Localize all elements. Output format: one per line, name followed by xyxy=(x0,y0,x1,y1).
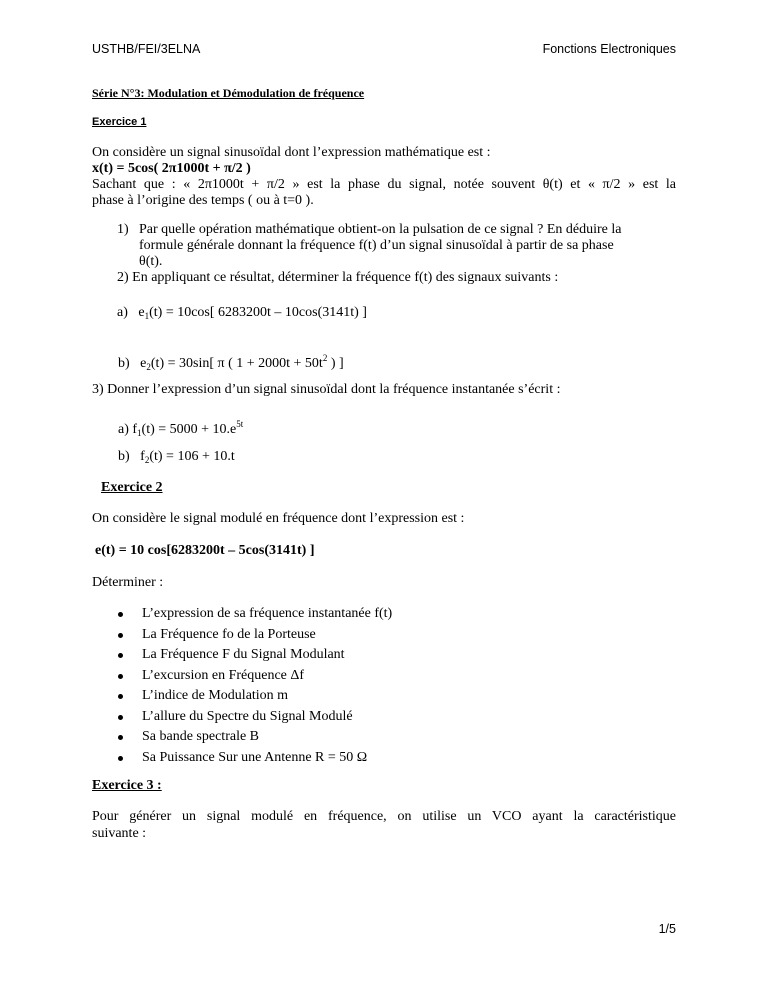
page-number: 1/5 xyxy=(658,922,676,936)
question1-line1: Par quelle opération mathématique obtient-on la pulsation de ce signal ? En déduire la xyxy=(139,222,622,237)
question1-number: 1) xyxy=(117,222,129,237)
bullet-icon xyxy=(118,715,123,720)
exercice3-line2: suivante : xyxy=(92,826,147,841)
bullet-icon xyxy=(118,674,123,679)
bullet-icon xyxy=(118,756,123,761)
exercice3-title: Exercice 3 : xyxy=(92,778,162,793)
exercice2-determiner: Déterminer : xyxy=(92,575,164,590)
frequency-f1: a) $f_1(t) = 5000 + 10.e^{5t}$ xyxy=(118,419,244,438)
signal-e2: b) $e_2(t) = 30\sin$[ π ( $1 + 2000t + 50t^2$ ) ] xyxy=(118,353,344,372)
exercice1-intro: On considère un signal sinusoïdal dont l’expression mathématique est : xyxy=(92,145,491,160)
signal-e1: a) $e_1(t) = 10\cos$[ 6283200t – 10cos(3141t) ] xyxy=(117,305,367,321)
exercice2-title: Exercice 2 xyxy=(101,480,163,495)
header-left: USTHB/FEI/3ELNA xyxy=(92,42,201,56)
exercice1-sachant-line2: phase à l’origine des temps ( ou à t=0 ). xyxy=(92,193,314,208)
signal-e2-label: b) xyxy=(118,356,130,371)
bullet-icon xyxy=(118,612,123,617)
bullet-icon xyxy=(118,694,123,699)
list-item: Sa bande spectrale B xyxy=(118,727,392,748)
exercice3-line1: Pour générer un signal modulé en fréquence, on utilise un VCO ayant la caractéristique xyxy=(92,809,676,824)
exercice2-formula: e(t) = 10 cos[6283200t – 5cos(3141t) ] xyxy=(95,543,315,558)
exercice1-formula: x(t) = 5cos( 2π1000t + π/2 ) xyxy=(92,161,251,176)
exercice1-sachant-line1: Sachant que : « 2π1000t + π/2 » est la phase du signal, notée souvent θ(t) et « π/2 » est la xyxy=(92,177,676,192)
list-item: La Fréquence fo de la Porteuse xyxy=(118,625,392,646)
frequency-f2: b) $f_2(t) = 106 + 10.t$ xyxy=(118,449,235,465)
bullet-icon xyxy=(118,735,123,740)
series-title: Série N°3: Modulation et Démodulation de fréquence xyxy=(92,86,365,100)
question1-line3: θ(t). xyxy=(139,254,163,269)
list-item: L’indice de Modulation m xyxy=(118,686,392,707)
bullet-icon xyxy=(118,653,123,658)
list-item: Sa Puissance Sur une Antenne R = 50 Ω xyxy=(118,748,392,769)
list-item: L’excursion en Fréquence Δf xyxy=(118,666,392,687)
list-item: L’expression de sa fréquence instantanée f(t) xyxy=(118,604,392,625)
question1-line2: formule générale donnant la fréquence f(t) d’un signal sinusoïdal à partir de sa phase xyxy=(139,238,614,253)
question2: 2) En appliquant ce résultat, déterminer la fréquence f(t) des signaux suivants : xyxy=(117,270,559,285)
exercice1-title: Exercice 1 xyxy=(92,116,147,128)
exercice2-intro: On considère le signal modulé en fréquence dont l’expression est : xyxy=(92,511,465,526)
question3: 3) Donner l’expression d’un signal sinusoïdal dont la fréquence instantanée s’écrit : xyxy=(92,382,561,397)
list-item: L’allure du Spectre du Signal Modulé xyxy=(118,707,392,728)
list-item: La Fréquence F du Signal Modulant xyxy=(118,645,392,666)
signal-e1-label: a) xyxy=(117,305,128,320)
header-right: Fonctions Electroniques xyxy=(542,42,676,56)
bullet-icon xyxy=(118,633,123,638)
exercice2-task-list xyxy=(118,604,392,768)
